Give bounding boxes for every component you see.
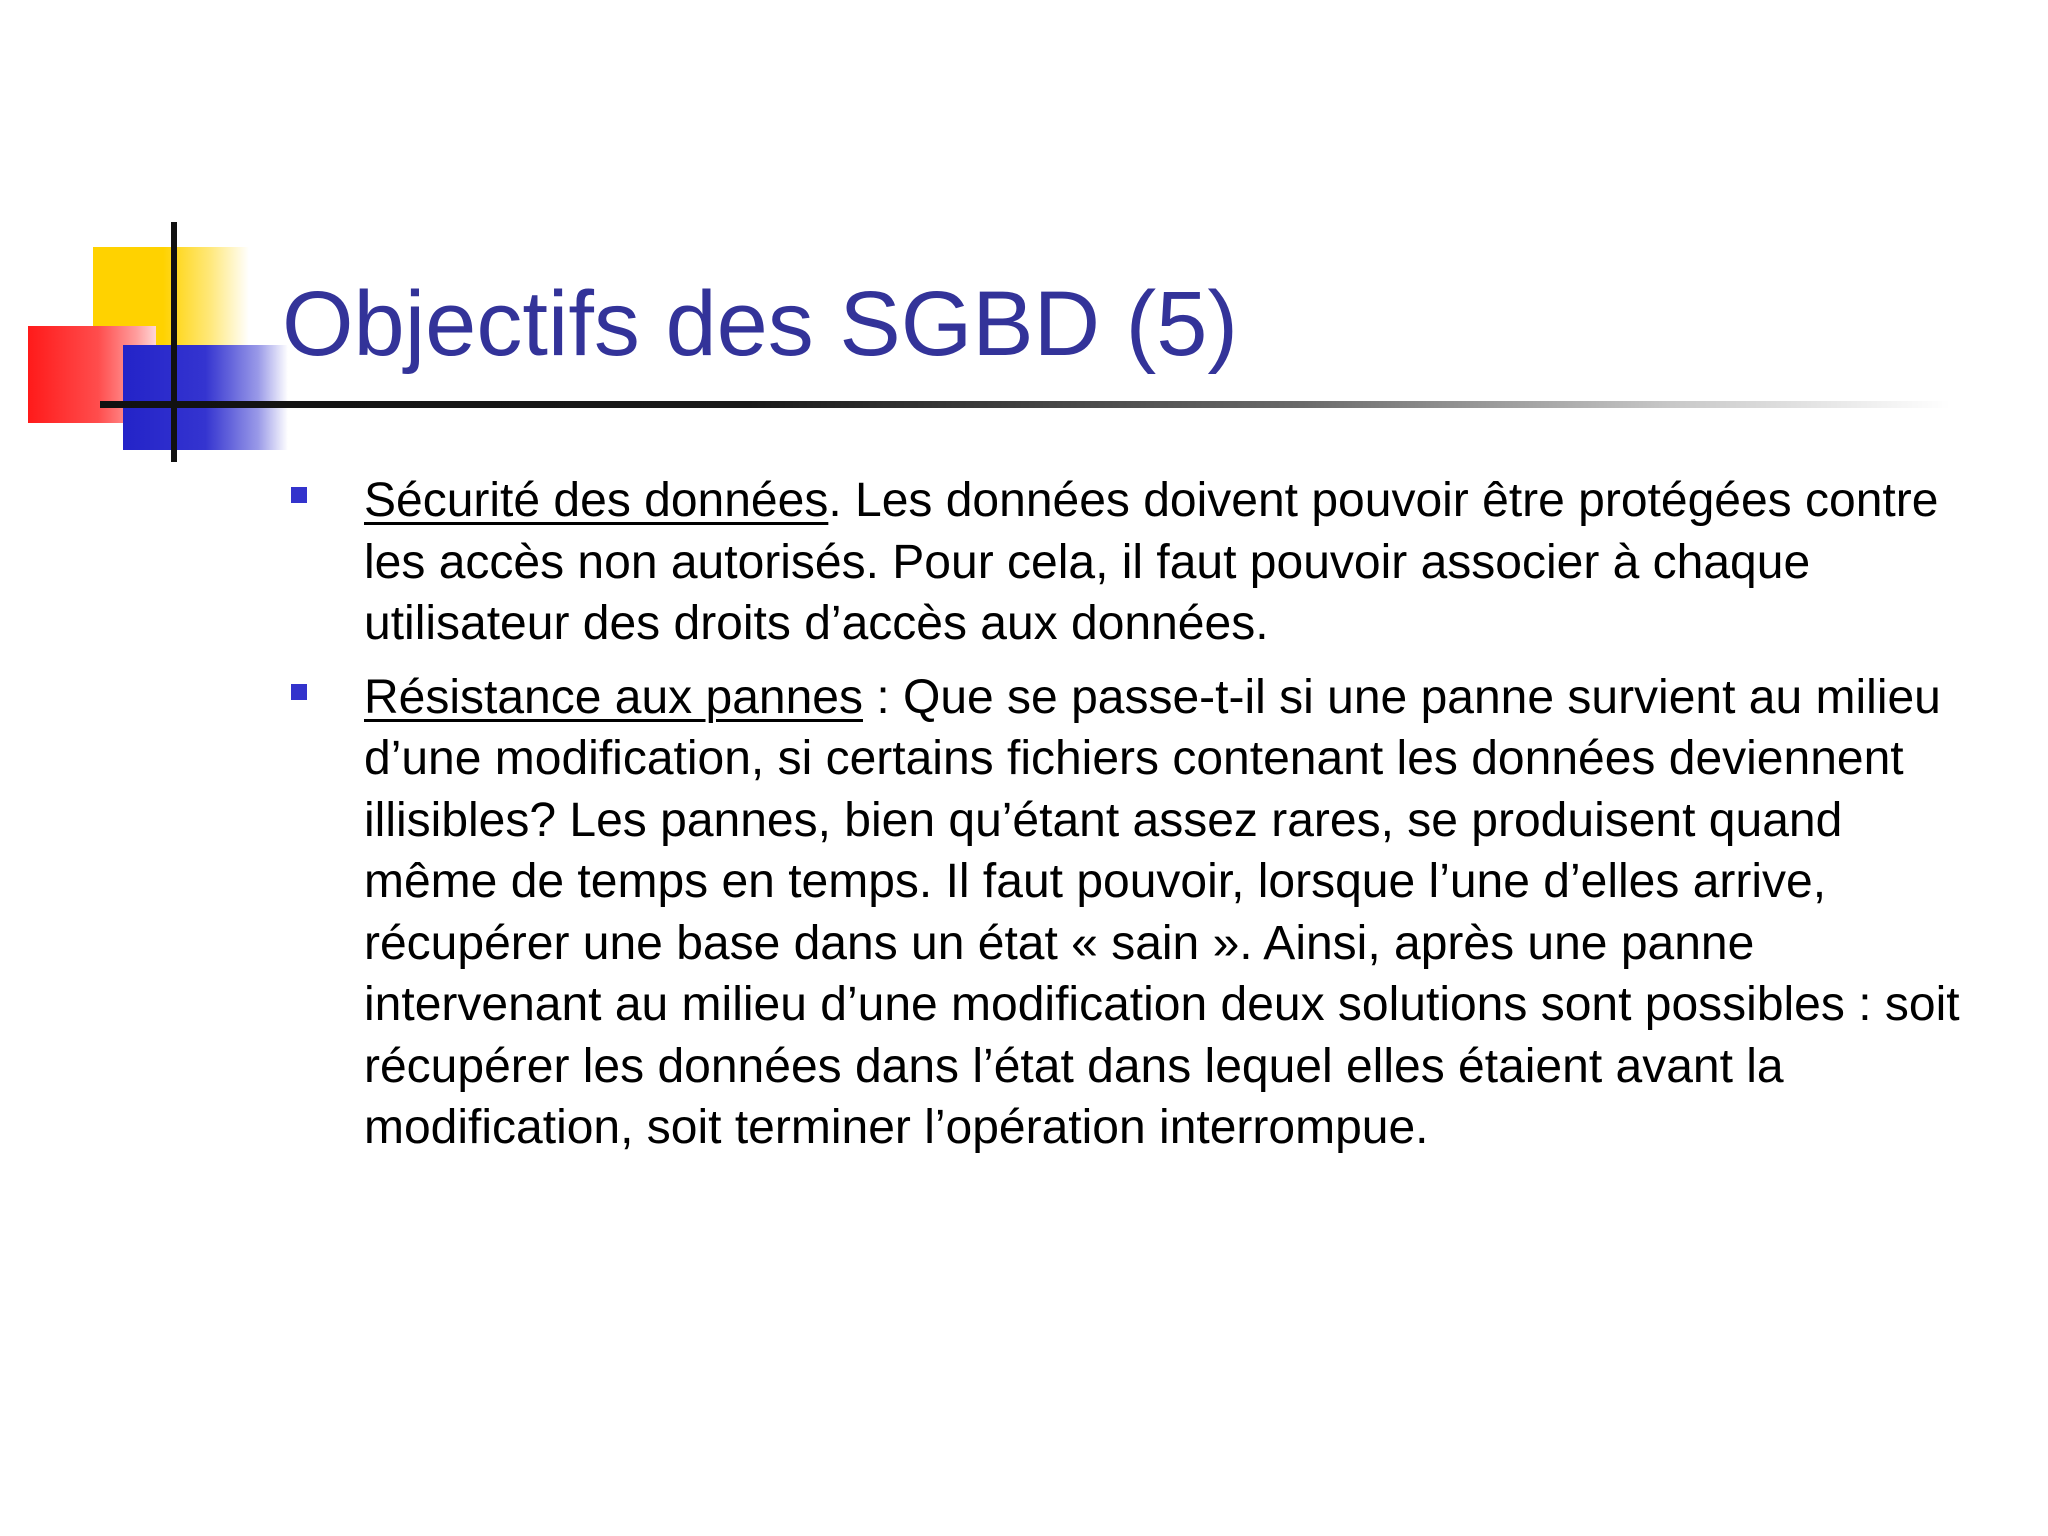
bullet-text: . Les données doivent pouvoir être protégées contre les accès non autorisés. Pour cela, il faut pouvoir associer à chaque utilisateur des droits d’accès aux données. — [364, 474, 1939, 650]
bullet-term: Sécurité des données — [364, 474, 829, 527]
square-bullet-icon — [291, 487, 307, 503]
bullet-term: Résistance aux pannes — [364, 670, 863, 724]
slide-title: Objectifs des SGBD (5) — [282, 273, 1239, 375]
square-bullet-icon — [291, 684, 307, 700]
bullet-item-resistance — [286, 667, 1976, 1159]
blue-square — [123, 345, 288, 450]
bullet-list — [286, 470, 1976, 1171]
title-underline-rule — [100, 401, 1950, 408]
bullet-text: : Que se passe-t-il si une panne survient au milieu d’une modification, si certains fichiers contenant les données deviennent illisibles? Les pannes, bien qu’étant assez rares, se produisent quand même de temps en temps. Il faut pouvoir, lorsque l’une d’elles arrive, récupérer une base dans un état « sain ». Ainsi, après une panne intervenant au milieu d’une modification deux solutions sont possibles : soit récupérer les données dans l’état dans lequel elles étaient avant la modification, soit terminer l’opération interrompue. — [364, 670, 1960, 1154]
bullet-item-securite — [286, 470, 1976, 655]
vertical-rule — [171, 222, 177, 462]
